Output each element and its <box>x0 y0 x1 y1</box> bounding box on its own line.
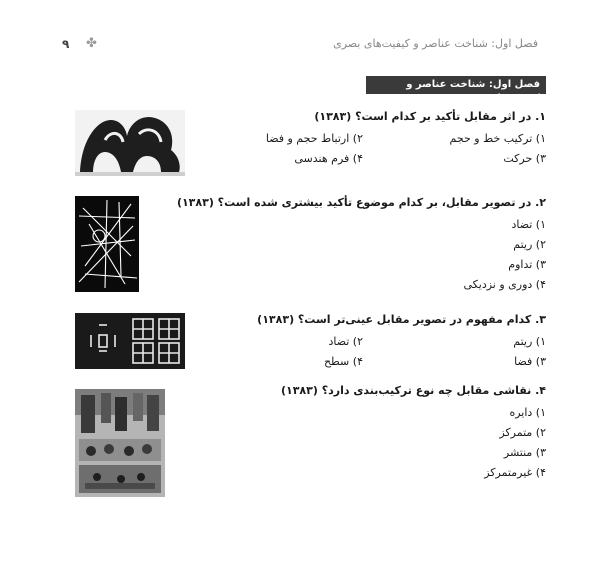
question-1-option-3[interactable]: ۳) حرکت <box>503 152 546 165</box>
question-2-option-4[interactable]: ۴) دوری و نزدیکی <box>463 278 546 291</box>
running-title: فصل اول: شناخت عناصر و کیفیت‌های بصری <box>333 37 538 50</box>
ornament-icon: ✤ <box>86 36 97 51</box>
question-1-options <box>180 132 546 166</box>
section-title: فصل اول: شناخت عناصر و کیفیت‌های بصری <box>406 79 540 104</box>
question-4-options <box>180 406 546 480</box>
question-4-option-4[interactable]: ۴) غیرمتمرکز <box>484 466 546 479</box>
question-2-option-3[interactable]: ۳) تداوم <box>508 258 546 271</box>
question-4-option-2[interactable]: ۲) متمرکز <box>499 426 546 439</box>
abstract-lines-image <box>75 196 139 292</box>
question-3-option-4[interactable]: ۴) سطح <box>323 355 363 368</box>
painting-image <box>75 389 165 497</box>
page-header <box>62 34 538 58</box>
question-4-title: ۴. نقاشی مقابل چه نوع ترکیب‌بندی دارد؟ (۱۳۸۳) <box>280 384 546 397</box>
digits-image <box>75 313 185 369</box>
sculpture-image <box>75 110 185 176</box>
question-2-title: ۲. در تصویر مقابل، بر کدام موضوع تأکید بیشتری شده است؟ (۱۳۸۳) <box>176 196 546 209</box>
question-4-option-1[interactable]: ۱) دایره <box>509 406 546 419</box>
question-3-title: ۳. کدام مفهوم در تصویر مقابل عینی‌تر است؟ (۱۳۸۳) <box>257 313 546 326</box>
question-3-option-2[interactable]: ۲) تضاد <box>328 335 363 348</box>
question-4-option-3[interactable]: ۳) منتشر <box>503 446 546 459</box>
question-2 <box>176 196 546 292</box>
question-2-option-1[interactable]: ۱) تضاد <box>511 218 546 231</box>
question-1-option-4[interactable]: ۴) فرم هندسی <box>294 152 363 165</box>
question-3 <box>180 313 546 369</box>
question-3-option-1[interactable]: ۱) ریتم <box>513 335 546 348</box>
section-title-bar <box>366 76 546 104</box>
question-1-option-2[interactable]: ۲) ارتباط حجم و فضا <box>265 132 363 145</box>
question-2-option-2[interactable]: ۲) ریتم <box>513 238 546 251</box>
question-3-options <box>180 335 546 369</box>
question-1-title: ۱. در اثر مقابل تأکید بر کدام است؟ (۱۳۸۳) <box>314 110 546 123</box>
question-1-option-1[interactable]: ۱) ترکیب خط و حجم <box>449 132 546 145</box>
question-2-options <box>180 218 546 292</box>
question-1 <box>180 110 546 166</box>
question-3-option-3[interactable]: ۳) فضا <box>514 355 546 368</box>
page-number: ۹ <box>62 37 70 51</box>
question-4 <box>180 384 546 480</box>
